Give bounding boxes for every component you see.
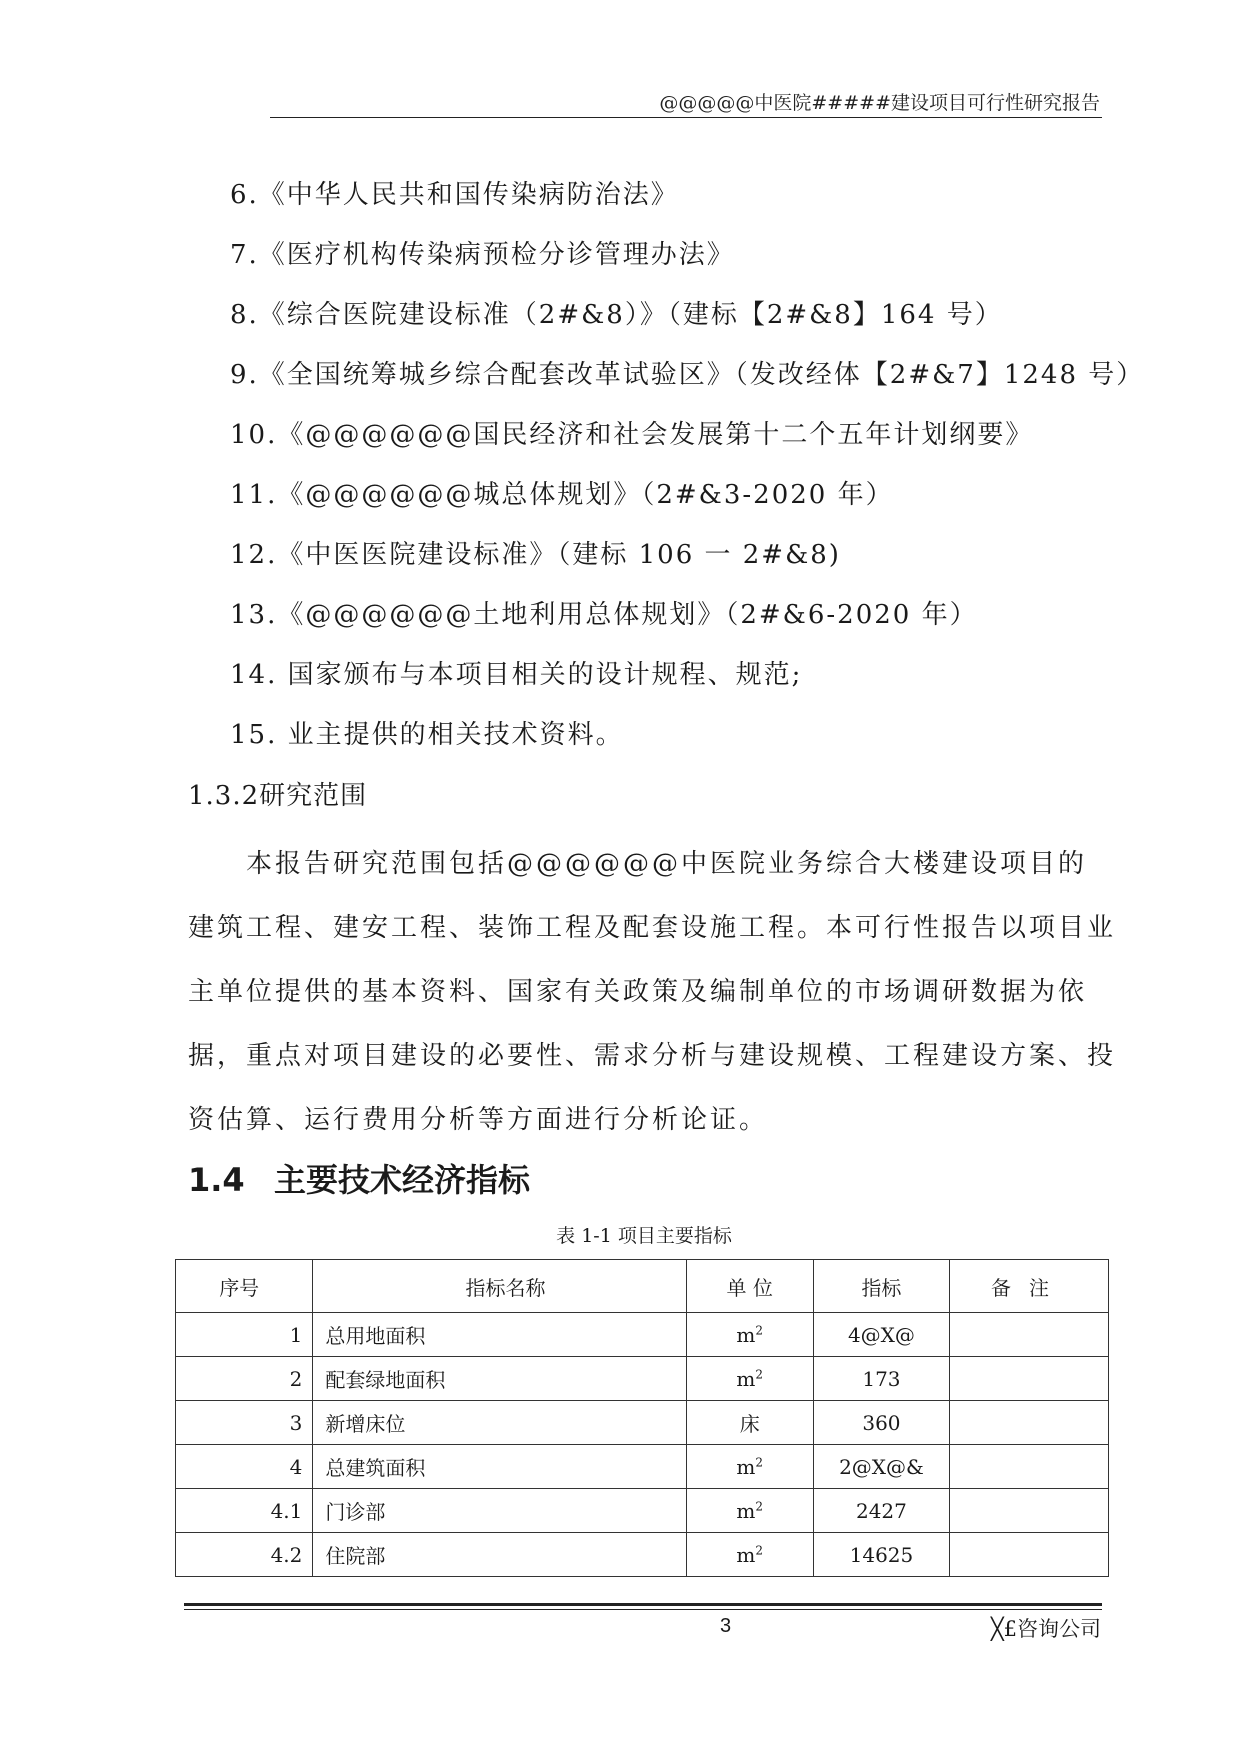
reference-item: 10.《@@@@@@国民经济和社会发展第十二个五年计划纲要》 bbox=[230, 420, 1034, 450]
row-name: 总建筑面积 bbox=[313, 1445, 686, 1489]
unit-base: m bbox=[736, 1322, 756, 1347]
running-header-title: @@@@@中医院#####建设项目可行性研究报告 bbox=[659, 92, 1100, 114]
metrics-table bbox=[175, 1259, 1109, 1577]
table-row bbox=[176, 1401, 1109, 1445]
row-number: 3 bbox=[176, 1401, 313, 1445]
row-value: 360 bbox=[813, 1401, 949, 1445]
header-name: 指标名称 bbox=[313, 1260, 686, 1313]
section-number: 1.4 bbox=[188, 1161, 245, 1199]
row-name: 配套绿地面积 bbox=[313, 1357, 686, 1401]
reference-item: 6.《中华人民共和国传染病防治法》 bbox=[230, 180, 679, 210]
table-caption: 表 1-1 项目主要指标 bbox=[556, 1225, 732, 1247]
row-note bbox=[950, 1533, 1109, 1577]
row-number: 4.2 bbox=[176, 1533, 313, 1577]
row-name: 住院部 bbox=[313, 1533, 686, 1577]
header-unit: 单 位 bbox=[686, 1260, 813, 1313]
row-value: 14625 bbox=[813, 1533, 949, 1577]
row-value: 2427 bbox=[813, 1489, 949, 1533]
paragraph-line: 据，重点对项目建设的必要性、需求分析与建设规模、工程建设方案、投 bbox=[188, 1041, 1117, 1071]
row-unit bbox=[686, 1533, 813, 1577]
unit-base: m bbox=[736, 1366, 756, 1391]
unit-superscript: 2 bbox=[755, 1322, 764, 1337]
table-row bbox=[176, 1313, 1109, 1357]
section-title: 主要技术经济指标 bbox=[274, 1161, 531, 1199]
unit-superscript: 2 bbox=[755, 1366, 764, 1381]
row-unit bbox=[686, 1401, 813, 1445]
table-row bbox=[176, 1533, 1109, 1577]
row-number: 4 bbox=[176, 1445, 313, 1489]
reference-item: 15. 业主提供的相关技术资料。 bbox=[230, 720, 624, 750]
row-unit bbox=[686, 1357, 813, 1401]
unit-base: m bbox=[736, 1454, 756, 1479]
paragraph-line: 资估算、运行费用分析等方面进行分析论证。 bbox=[188, 1105, 769, 1135]
reference-item: 13.《@@@@@@土地利用总体规划》（2#&6-2020 年） bbox=[230, 600, 978, 630]
header-value: 指标 bbox=[813, 1260, 949, 1313]
scope-paragraph bbox=[188, 832, 1117, 1152]
footer-rule-thin bbox=[184, 1609, 1102, 1610]
paragraph-line: 主单位提供的基本资料、国家有关政策及编制单位的市场调研数据为依 bbox=[188, 977, 1088, 1007]
unit-base: m bbox=[736, 1542, 756, 1567]
reference-item: 9.《全国统筹城乡综合配套改革试验区》（发改经体【2#&7】1248 号） bbox=[230, 360, 1145, 390]
header-no: 序号 bbox=[176, 1260, 313, 1313]
row-number: 2 bbox=[176, 1357, 313, 1401]
row-value: 2@X@& bbox=[813, 1445, 949, 1489]
row-note bbox=[950, 1357, 1109, 1401]
paragraph-line: 本报告研究范围包括@@@@@@中医院业务综合大楼建设项目的 bbox=[246, 849, 1088, 879]
row-unit bbox=[686, 1313, 813, 1357]
row-note bbox=[950, 1313, 1109, 1357]
table-header-row bbox=[176, 1260, 1109, 1313]
table-row bbox=[176, 1357, 1109, 1401]
unit-superscript: 2 bbox=[755, 1454, 764, 1469]
unit-superscript: 2 bbox=[755, 1542, 764, 1557]
unit-superscript: 2 bbox=[755, 1498, 764, 1513]
page-number: 3 bbox=[720, 1615, 732, 1637]
reference-item: 11.《@@@@@@城总体规划》（2#&3-2020 年） bbox=[230, 480, 894, 510]
row-number: 4.1 bbox=[176, 1489, 313, 1533]
reference-item: 8.《综合医院建设标准（2#&8）》（建标【2#&8】164 号） bbox=[230, 300, 1003, 330]
reference-list bbox=[230, 175, 1144, 775]
header-rule bbox=[270, 117, 1102, 118]
row-number: 1 bbox=[176, 1313, 313, 1357]
reference-item: 14. 国家颁布与本项目相关的设计规程、规范; bbox=[230, 660, 803, 690]
row-name: 总用地面积 bbox=[313, 1313, 686, 1357]
table-row bbox=[176, 1445, 1109, 1489]
row-value: 4@X@ bbox=[813, 1313, 949, 1357]
unit-base: 床 bbox=[739, 1412, 760, 1436]
row-note bbox=[950, 1445, 1109, 1489]
row-name: 门诊部 bbox=[313, 1489, 686, 1533]
company-name: ╳£咨询公司 bbox=[990, 1617, 1101, 1641]
footer-rule-thick bbox=[184, 1603, 1102, 1606]
reference-item: 12.《中医医院建设标准》（建标 106 一 2#&8) bbox=[230, 540, 841, 570]
table-row bbox=[176, 1489, 1109, 1533]
section-heading bbox=[188, 1158, 530, 1202]
unit-base: m bbox=[736, 1498, 756, 1523]
row-unit bbox=[686, 1445, 813, 1489]
header-note: 备注 bbox=[950, 1260, 1109, 1313]
row-unit bbox=[686, 1489, 813, 1533]
subsection-heading: 1.3.2研究范围 bbox=[188, 781, 368, 811]
row-name: 新增床位 bbox=[313, 1401, 686, 1445]
row-value: 173 bbox=[813, 1357, 949, 1401]
paragraph-line: 建筑工程、建安工程、装饰工程及配套设施工程。本可行性报告以项目业 bbox=[188, 913, 1117, 943]
row-note bbox=[950, 1401, 1109, 1445]
row-note bbox=[950, 1489, 1109, 1533]
reference-item: 7.《医疗机构传染病预检分诊管理办法》 bbox=[230, 240, 735, 270]
